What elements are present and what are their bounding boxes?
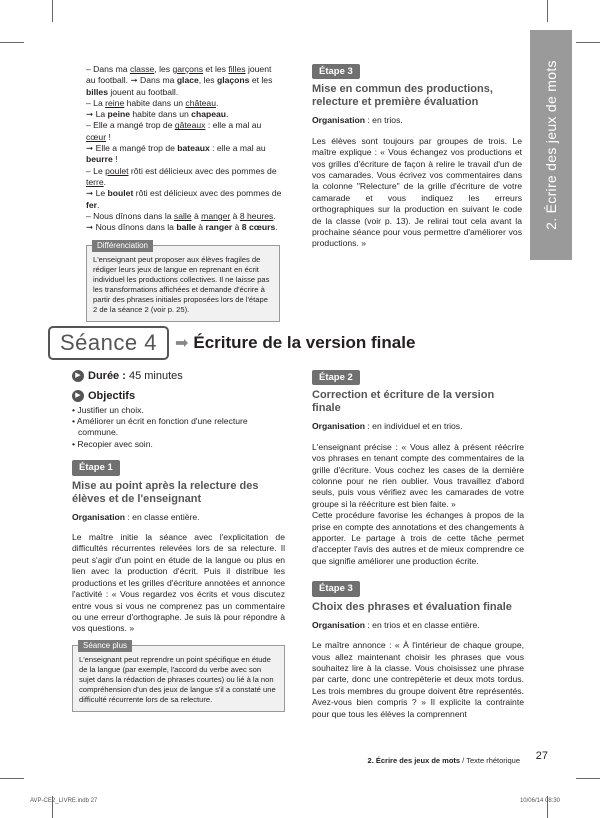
etape-badge: Étape 1 [72, 460, 120, 475]
objectif-item: • Justifier un choix. [72, 404, 144, 415]
crop-mark [52, 0, 53, 22]
etape-title: Correction et écriture de la version finale [312, 389, 495, 415]
examples-column [86, 64, 282, 322]
seance-plus-label: Séance plus [78, 640, 132, 652]
objectif-item: • Recopier avec soin. [72, 438, 153, 449]
example-line: – La reine habite dans un château. [86, 97, 219, 108]
seance-plus-box [72, 640, 285, 712]
crop-mark [576, 42, 600, 43]
example-line: – Nous dînons dans la salle à manger à 8 heures. [86, 210, 276, 221]
etape-paragraph: L'enseignant précise : « Vous allez à présent réécrire vos phrases en tenant compte des commentaires de la grille d'écriture. Vous cochez les cases de la dernière colonne pour ne rien oublier. Vous travaillez d'abord seuls, puis vous vérifiez avec les camarades de votre groupe si la réécriture est bien faite. » [312, 441, 524, 509]
organisation-line: Organisation : en trios et en classe entière. [312, 619, 480, 630]
etape3-top-column [312, 64, 522, 256]
arrow-right-icon: ➡ [174, 335, 189, 352]
etape-paragraph: Les élèves sont toujours par groupes de trois. Le maître explique : « Vous échangez vos productions et vos grilles d'écriture de façon à relire le travail d'un de vos camarades. Vous écrivez vos commentaires dans la colonne "Relecture" de la grille d'écriture de votre camarade et vous indiquez les erreurs orthographiques sur la production en suivant le code de la classe (voir p. 13). Je relirai tout cela avant la prochaine séance pour vous permettre d'améliorer vos productions. » [312, 135, 522, 249]
seance-title: Écriture de la version finale [193, 333, 416, 352]
duree-line: ▶ Durée : 45 minutes [72, 370, 285, 382]
etape-title: Mise au point après la relecture des élèves et de l'enseignant [72, 479, 259, 505]
seance-right-column [312, 370, 524, 726]
seance-left-column [72, 370, 285, 712]
example-line: ➞ La peine habite dans un chapeau. [86, 109, 229, 120]
example-line: – Elle a mangé trop de gâteaux : elle a mal au cœur ! [86, 120, 262, 142]
example-line: – Le poulet rôti est délicieux avec des pommes de terre. [86, 165, 277, 187]
example-line: ➞ Nous dînons dans la balle à ranger à 8 cœurs. [86, 222, 278, 233]
seance-label: Séance 4 [48, 326, 169, 360]
differenciation-label: Différenciation [92, 240, 153, 252]
play-icon: ▶ [72, 370, 84, 382]
organisation-line: Organisation : en classe entière. [72, 511, 200, 522]
seance-plus-text: L'enseignant peut reprendre un point spécifique en étude de la langue (par exemple, l'accord du verbe avec son sujet dans la rédaction de phrases courtes) ou lié à la non compréhension d'un des jeux de langue s'il a constaté une difficulté récurrente lors de sa relecture. [79, 654, 276, 704]
example-line: ➞ Le boulet rôti est délicieux avec des pommes de fer. [86, 188, 282, 210]
example-list [86, 64, 282, 233]
objectifs-list [72, 405, 285, 451]
etape-badge: Étape 3 [312, 581, 360, 596]
side-tab-label: 2. Écrire des jeux de mots [543, 60, 559, 230]
crop-mark [547, 0, 548, 22]
etape-paragraph: Cette procédure favorise les échanges à propos de la prise en compte des annotations et des changements à apporter. Le partage à trois de cette tâche permet d'accepter l'avis des autres et de mieux comprendre ce que signifie améliorer une production écrite. [312, 510, 524, 566]
print-info-left: AVP-CE2_LIVRE.indb 27 [30, 798, 98, 804]
page-number: 27 [535, 750, 548, 762]
print-info-right: 10/06/14 08:30 [519, 798, 560, 804]
etape-paragraph: Le maître initie la séance avec l'explicitation de difficultés récurrentes relevées lors de sa relecture. Il peut s'agir d'un point en étude de la langue ou plus en lien avec la production d'écrit. Puis il distribue les productions et les grilles d'écriture annotées et annonce l'activité : « Vous regardez vos écrits et vous discutez entre vous si vous ne comprenez pas un commentaire ou une erreur d'orthographe. Je suis là pour répondre à vos questions. » [72, 532, 285, 634]
seance-heading [48, 326, 415, 360]
etape-title: Choix des phrases et évaluation finale [312, 600, 512, 613]
differenciation-text: L'enseignant peut proposer aux élèves fragiles de rédiger leurs jeux de langue en reprenant en écrit individuel les productions collectives. Il ne laisse pas les transformations affichées et demande d'écrire à partir des phrases initiales proposées lors de l'étape 2 de la séance 2 (voir p. 25). [93, 255, 270, 315]
crop-mark [0, 778, 24, 779]
organisation-line: Organisation : en trios. [312, 115, 403, 126]
etape-badge: Étape 3 [312, 64, 360, 79]
running-footer: 2. Écrire des jeux de mots / Texte rhétorique [367, 756, 520, 765]
example-line: ➞ Elle a mangé trop de bateaux : elle a mal au beurre ! [86, 143, 266, 165]
chapter-side-tab [530, 30, 572, 260]
differenciation-box [86, 241, 280, 322]
example-line: – Dans ma classe, les garçons et les filles jouent au football. ➞ Dans ma glace, les glaçons et les billes jouent au football. [86, 64, 273, 97]
etape-badge: Étape 2 [312, 370, 360, 385]
crop-mark [0, 42, 24, 43]
etape-paragraph: Le maître annonce : « À l'intérieur de chaque groupe, vous allez maintenant choisir les phrases que vous souhaitez lire à la classe. Vous choisissez une phrase par carte, donc une contrepèterie et deux mots tordus. Les trois membres du groupe doivent être représentés. Avez-vous bien compris ? » Il explicite la contrainte pour que tous les élèves la comprennent [312, 640, 524, 719]
objectif-item: • Améliorer un écrit en fonction d'une relecture commune. [72, 416, 248, 438]
crop-mark [576, 778, 600, 779]
objectifs-heading: ▶ Objectifs [72, 390, 285, 402]
etape-title: Mise en commun des productions, relecture et première évaluation [312, 83, 493, 109]
organisation-line: Organisation : en individuel et en trios. [312, 421, 463, 432]
play-icon: ▶ [72, 390, 84, 402]
